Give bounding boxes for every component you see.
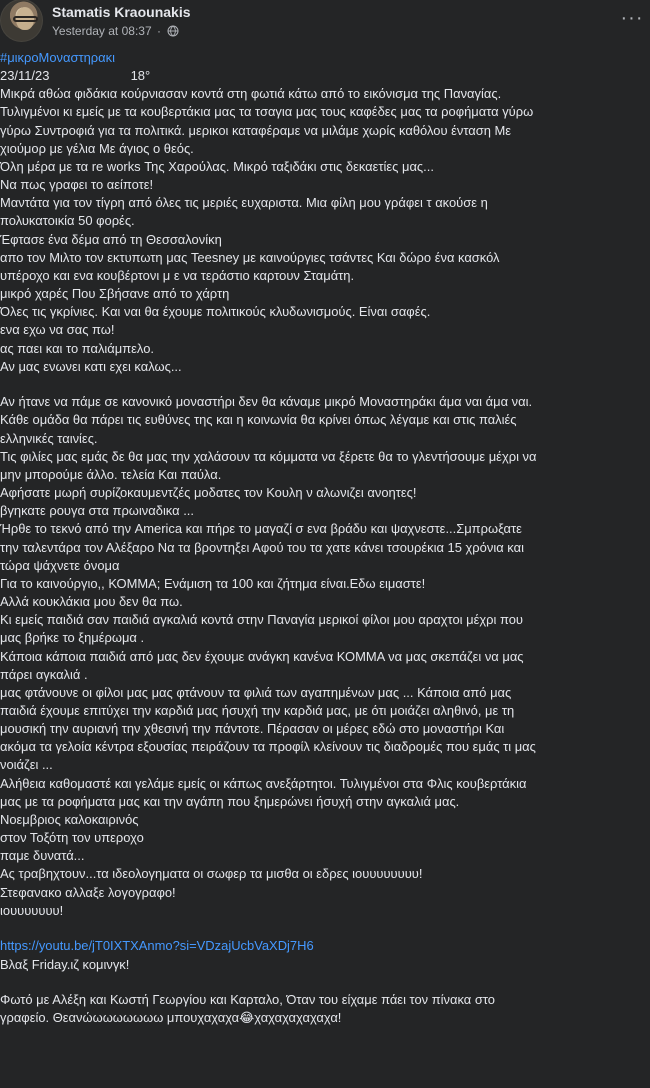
post-text-line: Αν μας ενωνει κατι εχει καλως... bbox=[0, 358, 182, 374]
post-text-line: Νοεμβριος καλοκαιρινός bbox=[0, 811, 139, 827]
youtube-link[interactable]: https://youtu.be/jT0IXTXAnmo?si=VDzajUcbVaXDj7H6 bbox=[0, 938, 314, 954]
globe-icon[interactable] bbox=[167, 25, 179, 37]
post-text-line: Αλήθεια καθομαστέ και γελάμε εμείς οι κάπως ανεξάρτητοι. Τυλιγμένοι στα Φλις κουβερτάκια bbox=[0, 775, 527, 791]
avatar-glasses-icon bbox=[13, 16, 38, 22]
post-text-line: Για το καινούργιο,, ΚΟΜΜΑ; Ενάμιση τα 100 και ζήτημα είναι.Εδω ειμαστε! bbox=[0, 575, 426, 591]
post-text-line: ιουυυυυυυ! bbox=[0, 902, 64, 918]
date-temperature-line bbox=[0, 67, 646, 85]
body-paragraph-2 bbox=[0, 393, 646, 920]
post-text-line: απο τον Μιλτο τον εκτυπωτη μας Teesney με καινούργιες τσάντες Και δώρο ένα κασκόλ bbox=[0, 249, 500, 265]
post-text-line: Στεφανακο αλλαξε λογογραφο! bbox=[0, 884, 176, 900]
post-text-line: ελληνικές ταινίες. bbox=[0, 430, 98, 446]
post-text-line: Έφτασε ένα δέμα από τη Θεσσαλονίκη bbox=[0, 231, 222, 247]
post-text-line: Κάποια κάποια παιδιά από μας δεν έχουμε ανάγκη κανένα ΚΟΜΜΑ να μας σκεπάζει να μας bbox=[0, 648, 524, 664]
post-text-line: μας με τα ροφήματα μας και την αγάπη που ξημερώνει ήσυχή στην αγκαλιά μας. bbox=[0, 793, 460, 809]
closing-paragraph bbox=[0, 991, 646, 1027]
post-text-line: Αν ήτανε να πάμε σε κανονικό μοναστήρι δεν θα κάναμε μικρό Μοναστηράκι άμα ναι άμα ναι. bbox=[0, 394, 533, 410]
post-text-line: Μαντάτα για τον τίγρη από όλες τις μεριές ευχαριστα. Μια φίλη μου γράφει τ ακούσε η bbox=[0, 195, 488, 211]
post-date: 23/11/23 bbox=[0, 68, 50, 84]
post-text-line: γύρω Συντροφιά για τα πολιτικά. μερικοι καταφέραμε να μιλάμε χωρίς καθόλου ένταση Με bbox=[0, 122, 512, 138]
post-meta bbox=[52, 22, 179, 39]
post-text-line: γραφείο. Θεανώωωωωωωω μπουχαχαχα😂χαχαχαχαχαχα! bbox=[0, 1010, 342, 1026]
post-content bbox=[0, 49, 646, 1027]
post-text-line: Ήρθε το τεκνό από την America και πήρε το μαγαζί σ ενα βράδυ και ψαχνεστε...Σμπρωξατε bbox=[0, 521, 522, 537]
post-text-line: Τυλιγμένοι κι εμείς με τα κουβερτάκια μας τα τσαγια μας τους καφέδες μας τα ροφήματα γύρω bbox=[0, 104, 534, 120]
post-text-line: πάρει αγκαλιά . bbox=[0, 666, 88, 682]
post-timestamp[interactable]: Yesterday at 08:37 bbox=[52, 23, 152, 38]
post-text-line: νοιάζει ... bbox=[0, 757, 53, 773]
post-text-line: μουσική την αυριανή την χθεσινή την πάντοτε. Πέρασαν οι μέρες εδώ στο μοναστήρι Και bbox=[0, 721, 505, 737]
more-options-button[interactable]: ··· bbox=[620, 7, 644, 29]
paragraph-gap bbox=[0, 376, 646, 394]
post-text-line: βγηκατε ρουγα στα πρωιναδικα ... bbox=[0, 503, 194, 519]
post-text-line: Κι εμείς παιδιά σαν παιδιά αγκαλιά κοντά στην Παναγία μερικοί φίλοι μου αραχτοι μέχρι που bbox=[0, 612, 523, 628]
post-text-line: στον Τοξότη τον υπεροχο bbox=[0, 830, 144, 846]
post-text-line: πολυκατοικία 50 φορές. bbox=[0, 213, 135, 229]
post-text-line: Αφήσατε μωρή συρίζοκαυμεντζές μοδατες τον Κουλη ν αλωνιζει ανοητες! bbox=[0, 485, 417, 501]
post-text-line: τώρα ψάχνετε όνομα bbox=[0, 557, 120, 573]
post-text-line: χιούμορ με γέλια Με άγιος ο θεός. bbox=[0, 140, 194, 156]
post-text-line: Κάθε ομάδα θα πάρει τις ευθύνες της και η κοινωνία θα κρίνει όπως λέγαμε και στις παλιές bbox=[0, 412, 517, 428]
body-paragraph-1 bbox=[0, 85, 646, 376]
post-text-line: Όλη μέρα με τα re works Της Χαρούλας. Μικρό ταξιδάκι στις δεκαετίες μας... bbox=[0, 158, 434, 174]
post-text-line: μας φτάνουνε οι φίλοι μας μας φτάνουν τα φιλιά των αγαπημένων μας ... Κάποια από μας bbox=[0, 684, 512, 700]
post-text-line: Ας τραβηχτουν...τα ιδεολογηματα οι σωφερ τα μισθα οι εδρες ιουυυυυυυυ! bbox=[0, 866, 423, 882]
after-link-text: Βλαξ Friday.ιζ κομινγκ! bbox=[0, 956, 130, 972]
post-text-line: ας παει και το παλιάμπελο. bbox=[0, 340, 154, 356]
post-text-line: Όλες τις γκρίνιες. Και ναι θα έχουμε πολιτικούς κλυδωνισμούς. Είναι σαφές. bbox=[0, 304, 431, 320]
post-text-line: παμε δυνατά... bbox=[0, 848, 85, 864]
post-header bbox=[0, 0, 650, 44]
post-text-line: ενα εχω να σας πω! bbox=[0, 322, 115, 338]
post-text-line: μας βρήκε το ξημέρωμα . bbox=[0, 630, 145, 646]
post-text-line: Μικρά αθώα φιδάκια κούρνιασαν κοντά στη φωτιά κάτω από το εικόνισμα της Παναγίας. bbox=[0, 86, 502, 102]
paragraph-gap bbox=[0, 920, 646, 938]
post-text-line: την ταλεντάρα τον Αλέξαρο Να τα βροντηξει Αφού του τα χατε κάνει τσουρέκια 15 χρόνια και bbox=[0, 539, 524, 555]
meta-separator: · bbox=[156, 23, 161, 38]
post-text-line: Να πως γραφει το αείποτε! bbox=[0, 177, 154, 193]
post-text-line: ακόμα τα γελοία κέντρα εξουσίας πειράζουν τα προφίλ κλείνουν τις διαδρομές που εμάς τι μας bbox=[0, 739, 536, 755]
author-name[interactable]: Stamatis Kraounakis bbox=[52, 4, 191, 20]
hashtag-link[interactable]: #μικροΜοναστηρακι bbox=[0, 50, 115, 65]
temperature: 18° bbox=[130, 68, 151, 84]
post-text-line: υπέροχο και ενα κουβέρτονι μ ε να τεράστιο καρτουν Σταμάτη. bbox=[0, 267, 355, 283]
post-text-line: Τις φιλίες μας εμάς δε θα μας την χαλάσουν τα κόμματα να ξέρετε θα το γλεντήσουμε μέχρι να bbox=[0, 448, 537, 464]
post-text-line: Φωτό με Αλέξη και Κωστή Γεωργίου και Καρταλο, Όταν του είχαμε πάει τον πίνακα στο bbox=[0, 992, 495, 1008]
post-text-line: μην μπορούμε άλλο. τελεία Και παύλα. bbox=[0, 466, 222, 482]
post-text-line: Αλλά κουκλάκια μου δεν θα πω. bbox=[0, 594, 183, 610]
post-text-line: μικρό χαρές Που Σβήσανε από το χάρτη bbox=[0, 286, 230, 302]
paragraph-gap bbox=[0, 974, 646, 992]
author-avatar[interactable] bbox=[0, 0, 43, 42]
post-text-line: παιδιά έχουμε επιτύχει την καρδιά μας ήσυχή την καρδιά μας, με ότι μοιάζει αληθινό, με τη bbox=[0, 702, 515, 718]
